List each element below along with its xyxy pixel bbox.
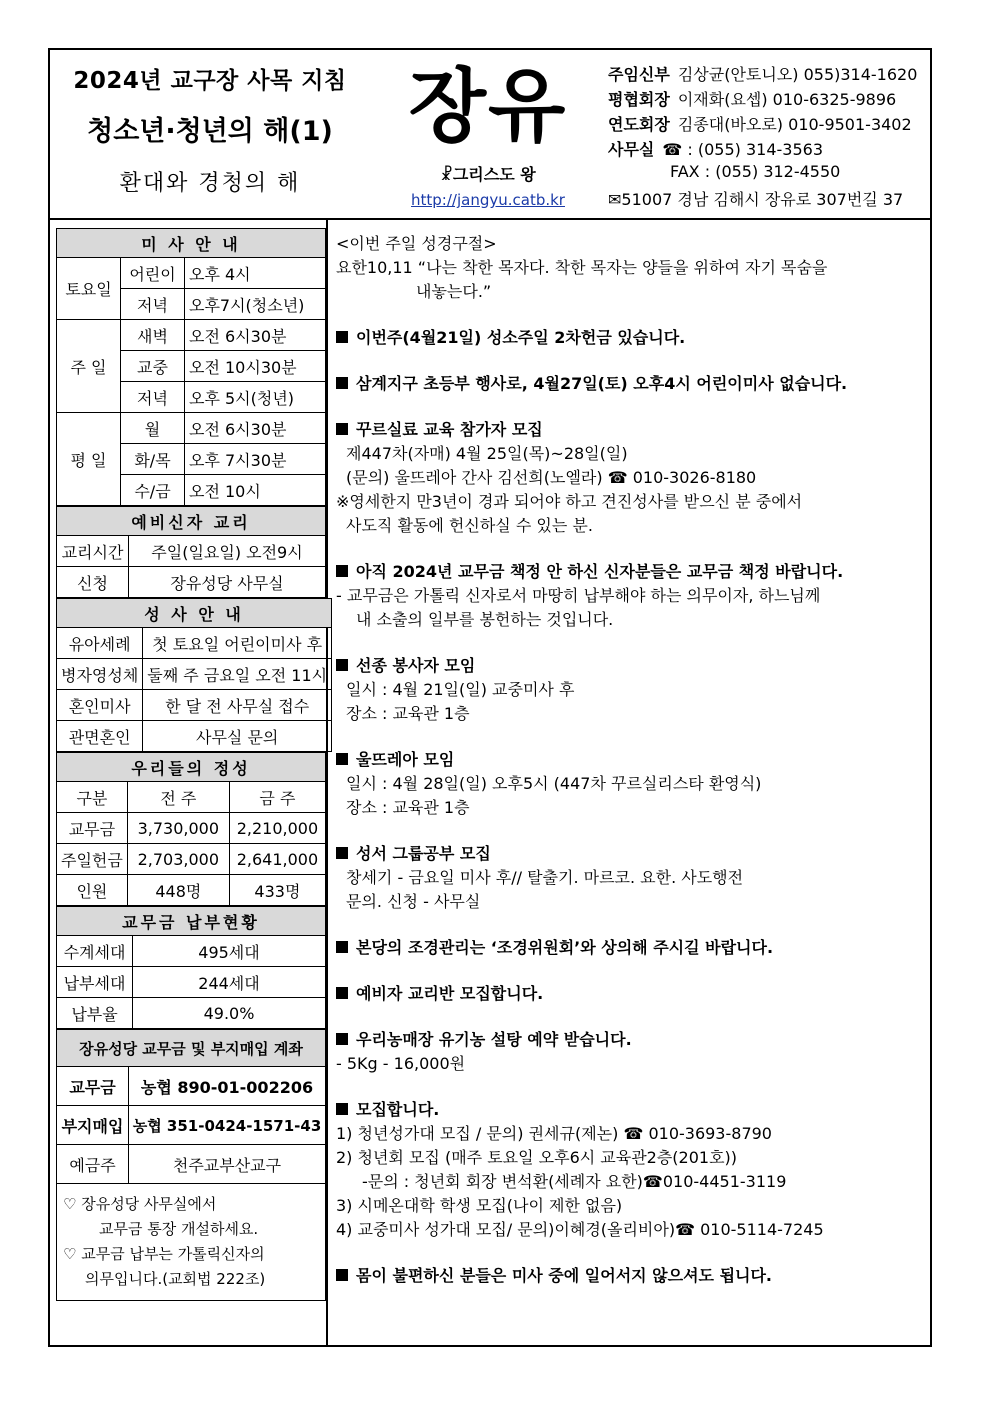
year-theme: 청소년·청년의 해(1) — [87, 116, 333, 147]
dues-status-title: 교무금 납부현황 — [57, 907, 326, 936]
bullet-square-icon — [336, 941, 348, 953]
notice-line: 교무금 통장 개설하세요. — [99, 1220, 259, 1238]
notice-line: ♡ 교무금 납부는 가톨릭신자의 — [63, 1245, 265, 1263]
notice-item: 몸이 불편하신 분들은 미사 중에 일어서지 않으셔도 됩니다. — [336, 1264, 926, 1288]
bullet-square-icon — [336, 753, 348, 765]
column-divider — [326, 218, 328, 1347]
notice-item: 삼계지구 초등부 행사로, 4월27일(토) 오후4시 어린이미사 없습니다. — [336, 372, 926, 396]
notice-item: 선종 봉사자 모임 일시 : 4월 21일(일) 교중미사 후 장소 : 교육관 1층 — [336, 654, 926, 726]
parish-patron: ☧그리스도 왕 — [440, 165, 536, 184]
sacraments-table: 성 사 안 내 유아세례 첫 토요일 어린이미사 후 병자영성체 둘째 주 금요일 오전 11시 혼인미사 한 달 전 사무실 접수 관면혼인 사무실 문의 — [56, 598, 332, 752]
notice-item: 본당의 조경관리는 ‘조경위원회’와 상의해 주시길 바랍니다. — [336, 936, 926, 960]
bank-accounts-title: 장유성당 교무금 및 부지매입 계좌 — [57, 1030, 326, 1067]
contact-row: ✉51007 경남 김해시 장유로 307번길 37 — [608, 190, 904, 209]
catechumen-table: 예비신자 교리 교리시간 주일(일요일) 오전9시 신청 장유성당 사무실 — [56, 506, 326, 598]
contact-row: 평협회장 이재화(요셉) 010-6325-9896 — [608, 90, 897, 109]
bullet-square-icon — [336, 847, 348, 859]
bullet-square-icon — [336, 1269, 348, 1281]
notice-line: ♡ 장유성당 사무실에서 — [63, 1195, 217, 1213]
bulletin-frame — [48, 48, 932, 1347]
catechumen-title: 예비신자 교리 — [57, 507, 326, 536]
bullet-square-icon — [336, 423, 348, 435]
scripture-title: <이번 주일 성경구절> — [336, 234, 497, 253]
contact-row: 연도회장 김종대(바오로) 010-9501-3402 — [608, 115, 912, 134]
notice-item: 성서 그룹공부 모집 창세기 - 금요일 미사 후// 탈출기. 마르코. 요한. 사도행전 문의. 신청 - 사무실 — [336, 842, 926, 914]
announcements — [336, 232, 926, 1310]
contact-list — [608, 62, 928, 212]
offering-table: 우리들의 정성 구분 전 주 금 주 교무금 3,730,000 2,210,000 주일헌금 2,703,000 2,641,000 인원 448명 433명 — [56, 752, 326, 906]
scripture-text: 요한10,11 “나는 착한 목자다. 착한 목자는 양들을 위하여 자기 목숨을 — [336, 258, 828, 277]
info-sidebar — [56, 228, 326, 1301]
bullet-square-icon — [336, 659, 348, 671]
notice-item: 꾸르실료 교육 참가자 모집 제447차(자매) 4월 25일(목)~28일(일) (문의) 울뜨레아 간사 김선희(노엘라) ☎ 010-3026-8180 ※영세한지 만3년이 경과 되어야 하고 견진성사를 받으신 분 중에서 사도직 활동에 헌신하실 수 있는 분. — [336, 420, 803, 535]
notice-item: 이번주(4월21일) 성소주일 2차헌금 있습니다. — [336, 326, 926, 350]
bullet-square-icon — [336, 565, 348, 577]
pastoral-policy: 2024년 교구장 사목 지침 — [73, 68, 347, 94]
notice-item: 모집합니다. 1) 청년성가대 모집 / 문의) 권세규(제논) ☎ 010-3693-8790 2) 청년회 모집 (매주 토요일 오후6시 교육관2층(201호)) -문의 : 청년회 회장 변석환(세례자 요한)☎010-4451-3119 3) 시메온대학 학생 모집(나이 제한 없음) 4) 교중미사 성가대 모집/ 문의)이혜경(올리비아)☎ 010-5114-7245 — [336, 1100, 824, 1239]
notice-item: 예비자 교리반 모집합니다. — [336, 982, 926, 1006]
sacraments-title: 성 사 안 내 — [57, 599, 332, 628]
mass-schedule-table: 미 사 안 내 토요일 어린이 오후 4시 저녁 오후7시(청소년) 주 일 새벽 오전 6시30분 교중 오전 10시30분 저녁 오후 5시(청년) 평 일 월 오전 6시30분 화/목 오후 7시30분 수/금 오전 10시 — [56, 228, 326, 506]
contact-row: 주임신부 김상균(안토니오) 055)314-1620 — [608, 65, 918, 84]
notice-item: 울뜨레아 모임 일시 : 4월 28일(일) 오후5시 (447차 꾸르실리스타 환영식) 장소 : 교육관 1층 — [336, 748, 926, 820]
pastoral-theme — [60, 62, 360, 197]
notice-line: 의무입니다.(교회법 222조) — [85, 1270, 266, 1288]
dues-notice — [56, 1184, 326, 1301]
mass-schedule-title: 미 사 안 내 — [57, 229, 326, 258]
scripture-section — [336, 232, 926, 304]
year-subtheme: 환대와 경청의 해 — [119, 171, 301, 196]
parish-website-link[interactable]: http://jangyu.catb.kr — [411, 191, 565, 209]
parish-masthead — [376, 54, 600, 209]
notice-item: 우리농매장 유기농 설탕 예약 받습니다. - 5Kg - 16,000원 — [336, 1030, 632, 1073]
bullet-square-icon — [336, 1103, 348, 1115]
offering-title: 우리들의 정성 — [57, 753, 326, 782]
bullet-square-icon — [336, 1033, 348, 1045]
bullet-square-icon — [336, 377, 348, 389]
parish-name: 장유 — [408, 60, 568, 153]
bulletin-header — [50, 50, 930, 220]
bullet-square-icon — [336, 987, 348, 999]
contact-row: FAX : (055) 312-4550 — [670, 162, 841, 181]
contact-row: 사무실 ☎ : (055) 314-3563 — [608, 140, 824, 159]
notice-item: 아직 2024년 교무금 책정 안 하신 신자분들은 교무금 책정 바랍니다. - 교무금은 가톨릭 신자로서 마땅히 납부해야 하는 의무이자, 하느님께 내 소출의 일부를 봉헌하는 것입니다. — [336, 562, 844, 629]
dues-status-table: 교무금 납부현황 수계세대 495세대 납부세대 244세대 납부율 49.0% — [56, 906, 326, 1029]
bank-accounts-table: 장유성당 교무금 및 부지매입 계좌 교무금 농협 890-01-002206 부지매입 농협 351-0424-1571-43 예금주 천주교부산교구 — [56, 1029, 326, 1184]
scripture-text: 내놓는다.” — [416, 282, 492, 301]
bullet-square-icon — [336, 331, 348, 343]
